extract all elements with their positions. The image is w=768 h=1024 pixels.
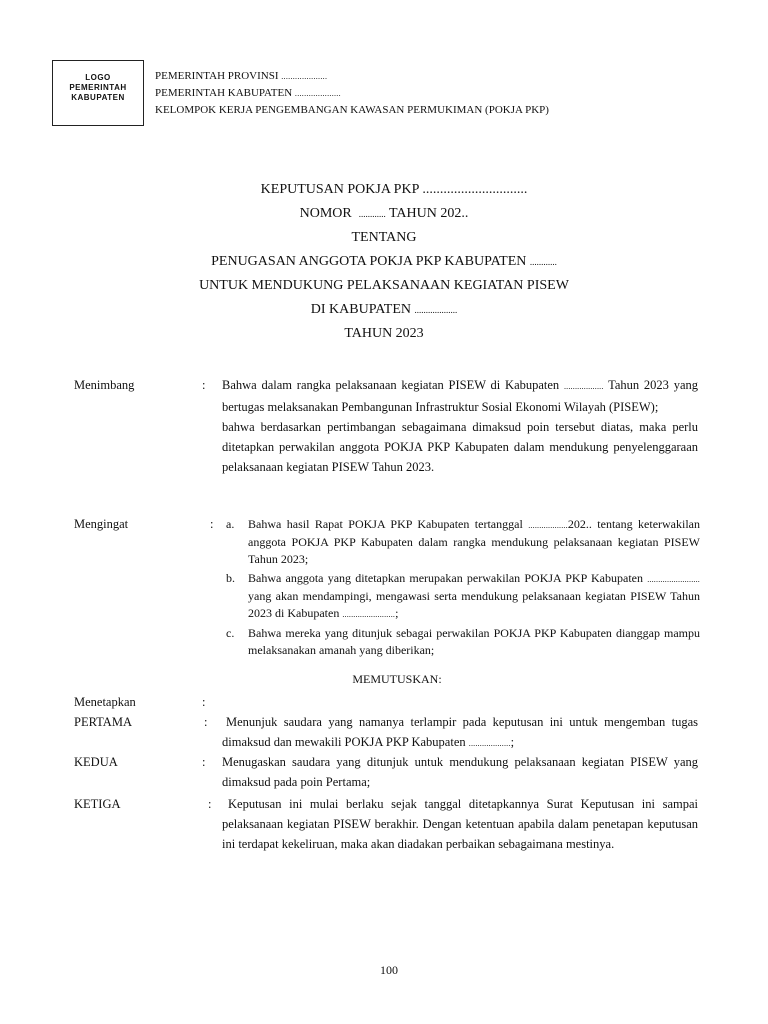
letterhead-pokja: KELOMPOK KERJA PENGEMBANGAN KAWASAN PERMUKIMAN (POKJA PKP) <box>155 104 549 116</box>
logo-line2: PEMERINTAH <box>69 83 127 92</box>
letterhead <box>155 68 549 119</box>
ketiga-body: Keputusan ini mulai berlaku sejak tanggal ditetapkannya Surat Keputusan ini sampai pelaksanaan kegiatan PISEW berakhir. Dengan ketentuan apabila dalam penetapan keputusan ini terdapat kekeliruan, maka akan diadakan perbaikan sebagaimana mestinya. <box>222 797 698 851</box>
title-line-tahun: TAHUN 2023 <box>344 326 424 341</box>
title-line-tentang: TENTANG <box>351 230 417 245</box>
mengingat-label: Mengingat <box>74 517 129 531</box>
menimbang-label: Menimbang <box>74 378 135 392</box>
mengingat-item-a: a. Bahwa hasil Rapat POKJA PKP Kabupaten tertanggal ..................202.. tentang keterwakilan anggota POKJA PKP Kabupaten dalam rangka mendukung pelaksanaan kegiatan PISEW Tahun 2023; <box>226 517 701 566</box>
page-number: 100 <box>380 963 398 977</box>
pertama-label: PERTAMA <box>74 715 132 729</box>
menimbang-paragraph-2: bahwa berdasarkan pertimbangan sebagaimana dimaksud poin tersebut diatas, maka perlu ditetapkan perwakilan anggota POKJA PKP Kabupaten dalam mendukung penyelenggaraan pelaksanaan kegiatan PISEW Tahun 2023. <box>222 420 698 474</box>
kedua-body: Menugaskan saudara yang ditunjuk untuk mendukung pelaksanaan kegiatan PISEW yang dimaksud pada poin Pertama; <box>222 755 698 789</box>
menimbang-paragraph-1: Bahwa dalam rangka pelaksanaan kegiatan PISEW di Kabupaten .................. Tahun 2023 yang bertugas melaksanakan Pembangunan Infrastruktur Sosial Ekonomi Wilayah (PISEW); <box>222 378 698 414</box>
title-line-keputusan: KEPUTUSAN POKJA PKP .............................. <box>260 182 528 197</box>
letterhead-regency: PEMERINTAH KABUPATEN .................... <box>155 87 341 99</box>
memutuskan-heading: MEMUTUSKAN: <box>352 672 442 686</box>
title-line-mendukung: UNTUK MENDUKUNG PELAKSANAAN KEGIATAN PISEW <box>199 278 569 293</box>
logo-line3: KABUPATEN <box>71 93 125 102</box>
title-line-nomor: NOMOR ............ TAHUN 202.. <box>299 206 469 221</box>
menetapkan-label: Menetapkan <box>74 695 136 709</box>
logo-line1: LOGO <box>85 73 111 82</box>
ketiga-label: KETIGA <box>74 797 121 811</box>
title-line-kabupaten: DI KABUPATEN ................... <box>310 302 458 317</box>
title-line-penugasan: PENUGASAN ANGGOTA POKJA PKP KABUPATEN ............ <box>211 254 557 269</box>
mengingat-item-b: b. Bahwa anggota yang ditetapkan merupakan perwakilan POKJA PKP Kabupaten ........................ yang akan mendampingi, mengawasi serta mendukung pelaksanaan kegiatan PISEW Tahun 2023 di Kabupaten ........................; <box>226 571 701 620</box>
menimbang-colon: : <box>202 378 206 392</box>
mengingat-item-c: c. Bahwa mereka yang ditunjuk sebagai perwakilan POKJA PKP Kabupaten dianggap mampu melaksanakan amanah yang diberikan; <box>226 626 700 657</box>
ketiga-colon: : <box>208 797 212 811</box>
document-title <box>0 178 768 346</box>
letterhead-province: PEMERINTAH PROVINSI .................... <box>155 70 328 82</box>
pertama-colon: : <box>204 715 208 729</box>
menetapkan-colon: : <box>202 695 206 709</box>
logo-placeholder <box>52 60 144 126</box>
kedua-label: KEDUA <box>74 755 118 769</box>
menimbang-body <box>222 375 698 477</box>
mengingat-list <box>224 516 700 661</box>
mengingat-colon: : <box>210 517 214 531</box>
kedua-colon: : <box>202 755 206 769</box>
pertama-body: Menunjuk saudara yang namanya terlampir pada keputusan ini untuk mengemban tugas dimaksud dan mewakili POKJA PKP Kabupaten ...................; <box>222 715 698 749</box>
